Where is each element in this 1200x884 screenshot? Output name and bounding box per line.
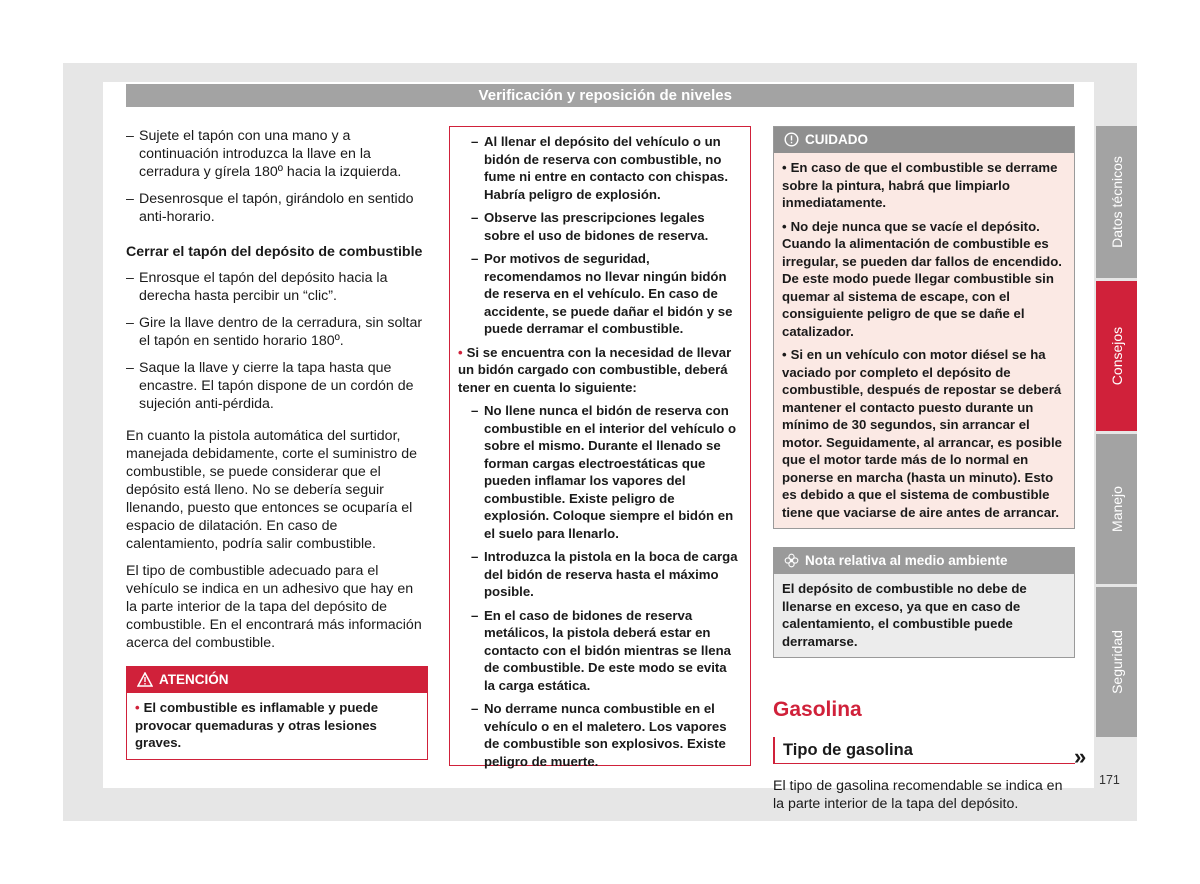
- column-3: [773, 126, 1075, 822]
- caution-bullet: [782, 218, 1066, 341]
- bullet-icon: •: [458, 344, 463, 360]
- warning-bullet-item: [458, 344, 740, 397]
- warning-triangle-icon: [137, 672, 153, 687]
- column-1: [126, 127, 428, 760]
- continue-mark: »: [1074, 744, 1087, 769]
- bullet-icon: •: [782, 160, 787, 175]
- warning-dash-item: – No llene nunca el bidón de reserva con combustible en el interior del vehículo o sobre el mismo. Durante el llenado se forman cargas electroestáticas que pueden inflamar los vapores del combustible. Existe peligro de explosión. Coloque siempre el bidón en el suelo para llenarlo.: [458, 402, 740, 542]
- caution-bullet: [782, 346, 1066, 521]
- step-item: – Saque la llave y cierre la tapa hasta que encastre. El tapón dispone de un cordón de sujeción anti-pérdida.: [126, 359, 428, 413]
- caution-title-text: CUIDADO: [805, 132, 868, 147]
- bullet-icon: •: [782, 347, 787, 362]
- bullet-icon: •: [135, 700, 140, 715]
- side-tab-datos-tecnicos[interactable]: [1096, 126, 1137, 278]
- info-circle-icon: [784, 132, 799, 147]
- side-tab-label: Datos técnicos: [1108, 156, 1125, 248]
- page-header: Verificación y reposición de niveles: [126, 84, 1074, 107]
- environment-note-text: El depósito de combustible no debe de llenarse en exceso, ya que en caso de calentamiento, el combustible puede derramarse.: [782, 581, 1027, 649]
- environment-note-title: [774, 548, 1074, 574]
- step-item: – Enrosque el tapón del depósito hacia la derecha hasta percibir un “clic”.: [126, 269, 428, 305]
- environment-note-box: [773, 547, 1075, 658]
- warning-dash-item: – Observe las prescripciones legales sobre el uso de bidones de reserva.: [458, 209, 740, 244]
- step-item: – Gire la llave dentro de la cerradura, sin soltar el tapón en sentido horario 180º.: [126, 314, 428, 350]
- environment-note-body: [774, 574, 1074, 657]
- section-subheading: Cerrar el tapón del depósito de combustible: [126, 244, 423, 260]
- warning-dash-item: – En el caso de bidones de reserva metálicos, la pistola deberá estar en contacto con el bidón mientras se llena de combustible. De este modo se evita la carga estática.: [458, 607, 740, 695]
- caution-bullet-text: No deje nunca que se vacíe el depósito. Cuando la alimentación de combustible es irregular, se pueden dar fallos de encendido. De este modo puede llegar combustible sin quemar al sistema de escape, con el consiguiente peligro de que se dañe el catalizador.: [782, 218, 1062, 339]
- warning-bullet-text: El combustible es inflamable y puede provocar quemaduras y otras lesiones graves.: [135, 700, 379, 750]
- subsection-title: Tipo de gasolina: [773, 737, 1075, 764]
- side-tab-seguridad[interactable]: [1096, 587, 1137, 737]
- caution-box-body: [774, 153, 1074, 528]
- environment-note-title-text: Nota relativa al medio ambiente: [805, 553, 1008, 568]
- side-tab-consejos[interactable]: [1096, 281, 1137, 431]
- side-tab-label: Consejos: [1108, 326, 1125, 386]
- warning-box-body: [127, 693, 427, 759]
- warning-title-text: ATENCIÓN: [159, 672, 229, 687]
- warning-bullet-text: Si se encuentra con la necesidad de llevar un bidón cargado con combustible, deberá tener en cuenta lo siguiente:: [458, 344, 732, 395]
- page-number: 171: [1099, 773, 1120, 787]
- body-paragraph: El tipo de combustible adecuado para el vehículo se indica en un adhesivo que hay en la parte interior de la tapa del depósito de combustible. En el encontrará más información acerca del combustible.: [126, 563, 422, 651]
- caution-bullet-text: En caso de que el combustible se derrame sobre la pintura, habrá que limpiarlo inmediatamente.: [782, 160, 1058, 210]
- warning-box-continued: [449, 126, 751, 769]
- warning-box: [126, 666, 428, 760]
- body-paragraph: El tipo de gasolina recomendable se indica en la parte interior de la tapa del depósito.: [773, 778, 1063, 812]
- side-tab-label: Manejo: [1108, 486, 1125, 532]
- caution-box-title: [774, 127, 1074, 153]
- body-paragraph: En cuanto la pistola automática del surtidor, manejada debidamente, corte el suministro de combustible, se puede considerar que el depósito está lleno. No se debería seguir llenando, puesto que entonces se ocuparía el espacio de dilatación. En caso de calentamiento, podría salir combustible.: [126, 428, 418, 552]
- step-item: – Sujete el tapón con una mano y a continuación introduzca la llave en la cerradura y gírela 180º hacia la izquierda.: [126, 127, 428, 181]
- warning-dash-item: – Al llenar el depósito del vehículo o un bidón de reserva con combustible, no fume ni entre en contacto con chispas. Habría peligro de explosión.: [458, 133, 740, 203]
- warning-dash-item: – Introduzca la pistola en la boca de carga del bidón de reserva hasta el máximo posible.: [458, 548, 740, 601]
- side-tab-manejo[interactable]: [1096, 434, 1137, 584]
- warning-dash-item: – Por motivos de seguridad, recomendamos no llevar ningún bidón de reserva en el vehículo. En caso de accidente, se puede dañar el bidón y se puede derramar el combustible.: [458, 250, 740, 338]
- caution-bullet: [782, 159, 1066, 212]
- warning-box-title: [127, 667, 427, 693]
- section-title: Gasolina: [773, 698, 862, 721]
- flower-icon: [784, 553, 799, 568]
- caution-bullet-text: Si en un vehículo con motor diésel se ha vaciado por completo el depósito de combustible, después de repostar se deberá mantener el contacto puesto durante un mínimo de 30 segundos, sin arrancar el motor. Seguidamente, al arrancar, es posible que el motor tarde más de lo normal en ponerse en marcha (hasta un minuto). Esto es debido a que el sistema de combustible tiene que vaciarse de aire antes de arrancar.: [782, 347, 1062, 520]
- warning-dash-item: – No derrame nunca combustible en el vehículo o en el maletero. Los vapores de combustible son explosivos. Existe peligro de muerte.: [458, 700, 740, 770]
- column-2: [449, 126, 751, 769]
- bullet-icon: •: [782, 218, 787, 234]
- side-tab-label: Seguridad: [1108, 630, 1125, 694]
- caution-box: [773, 126, 1075, 529]
- step-item: – Desenrosque el tapón, girándolo en sentido anti-horario.: [126, 190, 428, 226]
